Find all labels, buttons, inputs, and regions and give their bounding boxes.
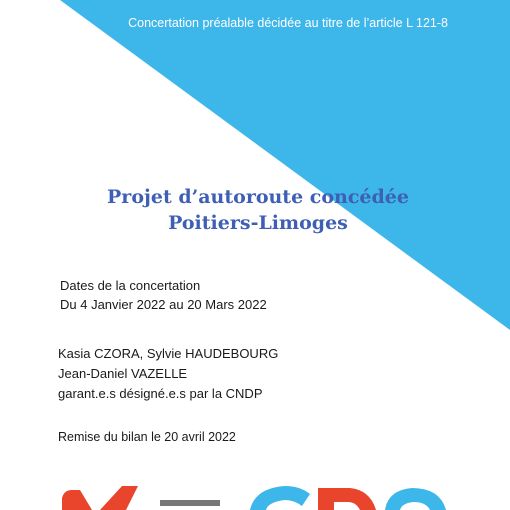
garants-block <box>58 344 278 404</box>
concertation-notice: Concertation préalable décidée au titre de l’article L 121-8 <box>128 16 448 30</box>
garants-designation: garant.e.s désigné.e.s par la CNDP <box>58 386 263 401</box>
dates-range: Du 4 Janvier 2022 au 20 Mars 2022 <box>60 297 267 312</box>
dates-label: Dates de la concertation <box>60 278 201 293</box>
remise-bilan-date: Remise du bilan le 20 avril 2022 <box>58 430 236 444</box>
document-title <box>0 184 510 236</box>
garants-names-line-1: Kasia CZORA, Sylvie HAUDEBOURG <box>58 346 279 361</box>
garants-names-line-2: Jean-Daniel VAZELLE <box>58 366 188 381</box>
concertation-dates <box>60 276 267 314</box>
title-line-2: Poitiers-Limoges <box>168 212 348 234</box>
title-line-1: Projet d’autoroute concédée <box>107 186 409 208</box>
